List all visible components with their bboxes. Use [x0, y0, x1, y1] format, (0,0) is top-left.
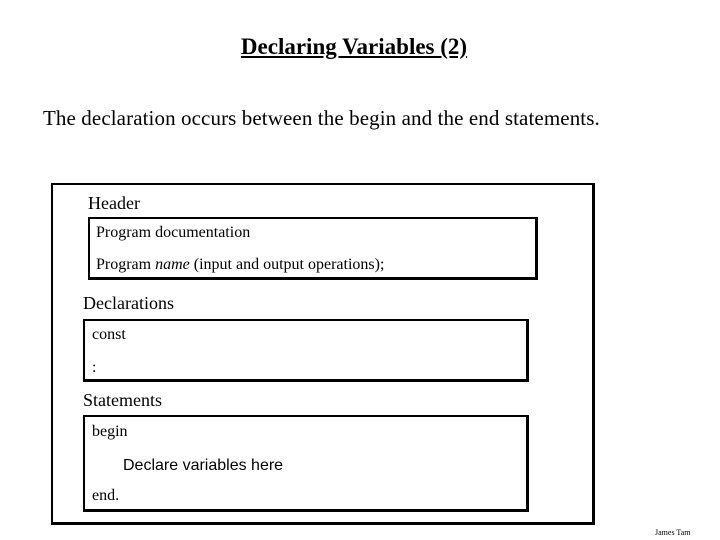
declarations-label: Declarations [83, 293, 174, 313]
header-box [88, 217, 538, 280]
program-keyword: Program [96, 256, 156, 273]
statements-label: Statements [83, 390, 162, 410]
statements-note: Declare variables here [123, 457, 284, 474]
statements-box [83, 415, 529, 512]
header-line-program [96, 256, 384, 274]
declarations-box [83, 319, 529, 382]
declarations-line-colon: : [92, 359, 97, 376]
program-structure-box [51, 183, 595, 525]
program-name: name [155, 256, 190, 273]
statements-line-begin: begin [92, 423, 128, 440]
program-io: (input and output operations); [189, 256, 385, 273]
footer-author: James Tam [655, 528, 691, 537]
slide-subtitle: The declaration occurs between the begin and the end statements. [43, 106, 600, 130]
slide-title: Declaring Variables (2) [240, 34, 468, 59]
declarations-line-const: const [92, 326, 126, 343]
statements-line-end: end. [92, 487, 120, 504]
header-label: Header [88, 193, 140, 213]
header-line-documentation: Program documentation [96, 224, 251, 241]
